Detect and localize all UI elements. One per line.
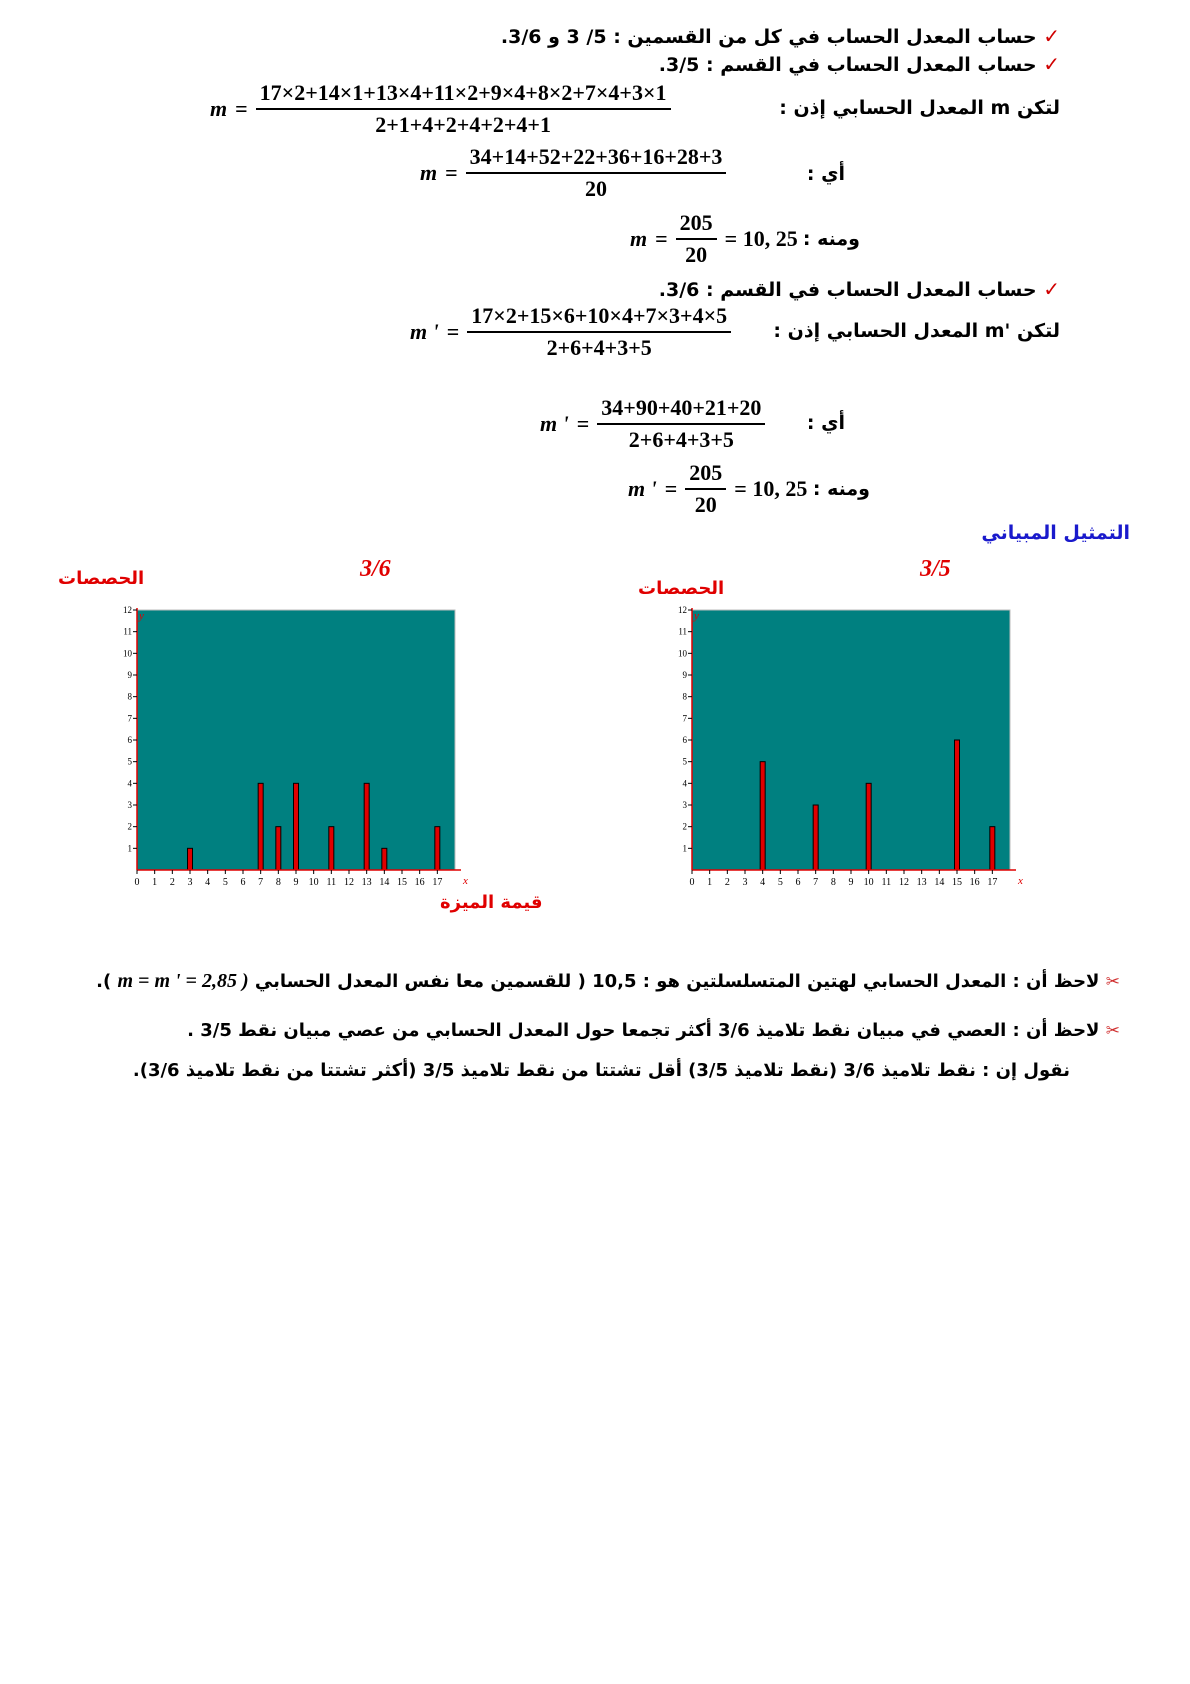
part2-equation-2	[540, 395, 765, 453]
denominator: 2+1+4+2+4+2+4+1	[375, 112, 551, 137]
bar	[760, 762, 765, 870]
x-tick-label: 3	[742, 877, 748, 885]
equals-sign: =	[445, 160, 458, 185]
denominator: 20	[685, 242, 708, 267]
y-tick-label: 5	[127, 756, 132, 767]
x-tick-label: 14	[379, 877, 390, 885]
chart-2-ylabel: الحصصات	[638, 578, 725, 599]
bar	[276, 827, 281, 870]
x-tick-label: 4	[760, 877, 766, 885]
denominator: 2+6+4+3+5	[628, 427, 734, 452]
y-tick-label: 6	[127, 735, 132, 745]
y-tick-label: 9	[127, 670, 132, 680]
note-2	[187, 1020, 1120, 1041]
bar	[813, 805, 818, 870]
section-title: التمثيل المبياني	[981, 522, 1130, 544]
denominator: 20	[585, 176, 608, 201]
var-m: m	[630, 226, 648, 251]
var-m: m	[210, 96, 228, 121]
x-tick-label: 9	[293, 877, 299, 885]
x-tick-label: 11	[326, 877, 337, 885]
chart-2-bar-chart	[670, 605, 1060, 885]
part2-intro: لتكن 'm المعدل الحسابي إذن :	[773, 320, 1060, 342]
bar	[364, 783, 369, 870]
bar	[188, 848, 193, 870]
x-tick-label: 17	[432, 877, 443, 885]
x-tick-label: 3	[187, 877, 193, 885]
x-tick-label: 15	[952, 877, 962, 885]
y-tick-label: 1	[682, 843, 687, 854]
scissors-icon: ✂	[1105, 1021, 1120, 1041]
x-tick-label: 0	[689, 877, 695, 885]
note-2-text: لاحظ أن : العصي في مبيان نقط تلاميذ 3/6 أكثر تجمعا حول المعدل الحسابي من عصي مبيان نقط 3/5 .	[187, 1020, 1100, 1041]
x-tick-label: 4	[205, 877, 211, 885]
x-tick-label: 14	[934, 877, 945, 885]
numerator: 34+90+40+21+20	[597, 395, 765, 425]
chart-1-ylabel: الحصصات	[58, 568, 145, 589]
note-1-text: لاحظ أن : المعدل الحسابي لهتين المتسلسلتين هو : 10,5 ( للقسمين معا نفس المعدل الحسابي	[254, 971, 1100, 992]
x-tick-label: 13	[361, 877, 372, 885]
equals-sign: =	[664, 476, 678, 501]
note-3: نقول إن : نقط تلاميذ 3/6 (نقط تلاميذ 3/5) أقل تشتتا من نقط تلاميذ 3/5 (أكثر تشتتا من نقط تلاميذ 3/6).	[132, 1060, 1070, 1081]
y-tick-label: 2	[682, 821, 687, 832]
x-tick-label: 15	[397, 877, 407, 885]
chart-1-bar-chart	[115, 605, 505, 885]
check-icon: ✓	[1043, 277, 1060, 301]
part1-equation-3	[630, 210, 798, 268]
y-tick-label: 11	[123, 626, 132, 637]
y-axis-letter: y	[139, 610, 144, 622]
bullet-line-1-text: حساب المعدل الحساب في كل من القسمين : 5/ 3 و 3/6.	[500, 26, 1037, 48]
y-tick-label: 4	[682, 778, 687, 789]
bullet-line-2-text: حساب المعدل الحساب في القسم : 3/5.	[658, 54, 1037, 76]
x-tick-label: 10	[863, 877, 874, 885]
y-tick-label: 2	[127, 821, 132, 832]
y-tick-label: 10	[123, 648, 132, 659]
bar	[258, 783, 263, 870]
equals-sign: =	[576, 411, 590, 436]
x-tick-label: 2	[724, 877, 730, 885]
part2-heading-text: حساب المعدل الحساب في القسم : 3/6.	[658, 279, 1037, 301]
x-tick-label: 13	[916, 877, 927, 885]
chart-2-title: 3/5	[920, 556, 951, 582]
y-tick-label: 12	[678, 605, 687, 615]
plot-area	[692, 610, 1010, 870]
part2-minho: ومنه :	[812, 478, 870, 500]
result-value: = 10, 25	[734, 476, 808, 501]
x-tick-label: 7	[258, 877, 264, 885]
bar	[990, 827, 995, 870]
x-tick-label: 2	[169, 877, 175, 885]
x-tick-label: 12	[344, 877, 354, 885]
x-tick-label: 12	[899, 877, 909, 885]
bar	[955, 740, 960, 870]
y-tick-label: 7	[682, 713, 687, 724]
x-tick-label: 16	[414, 877, 425, 885]
fraction	[467, 303, 731, 361]
numerator: 205	[676, 210, 717, 240]
y-tick-label: 12	[123, 605, 132, 615]
equals-sign: =	[235, 96, 248, 121]
y-tick-label: 5	[682, 756, 687, 767]
numerator: 34+14+52+22+36+16+28+3	[466, 144, 727, 174]
part1-equation-2	[420, 144, 726, 202]
x-tick-label: 8	[275, 877, 281, 885]
var-m-prime: m '	[410, 319, 439, 344]
var-m-prime: m '	[540, 411, 569, 436]
numerator: 205	[685, 460, 726, 490]
equals-sign: =	[655, 226, 668, 251]
fraction	[685, 460, 726, 518]
x-tick-label: 11	[881, 877, 892, 885]
chart-1-title: 3/6	[360, 556, 391, 582]
part1-equation-1	[210, 80, 671, 138]
x-tick-label: 5	[222, 877, 228, 885]
x-tick-label: 8	[830, 877, 836, 885]
x-tick-label: 7	[813, 877, 819, 885]
part1-minho: ومنه :	[802, 228, 860, 250]
denominator: 20	[694, 492, 717, 517]
part1-intro: لتكن m المعدل الحسابي إذن :	[779, 97, 1060, 119]
equals-sign: =	[446, 319, 460, 344]
part2-ay: أي :	[806, 412, 845, 434]
x-tick-label: 9	[848, 877, 854, 885]
y-tick-label: 3	[682, 800, 687, 810]
y-tick-label: 1	[127, 843, 132, 854]
note-1-end: ).	[96, 971, 112, 992]
numerator: 17×2+15×6+10×4+7×3+4×5	[467, 303, 731, 333]
result-value: = 10, 25	[724, 226, 798, 251]
x-tick-label: 0	[134, 877, 140, 885]
y-axis-letter: y	[694, 610, 699, 622]
check-icon: ✓	[1043, 24, 1060, 48]
denominator: 2+6+4+3+5	[546, 335, 652, 360]
x-tick-label: 6	[240, 877, 246, 885]
bar	[866, 783, 871, 870]
chart-1-xlabel: قيمة الميزة	[440, 892, 543, 913]
y-tick-label: 6	[682, 735, 687, 745]
y-tick-label: 10	[678, 648, 687, 659]
part2-equation-1	[410, 303, 731, 361]
bullet-line-2	[659, 52, 1060, 76]
note-1-math: ( m = m ' = 2,85	[117, 970, 249, 992]
scissors-icon: ✂	[1105, 972, 1120, 992]
y-tick-label: 7	[127, 713, 132, 724]
fraction	[676, 210, 717, 268]
var-m: m	[420, 160, 438, 185]
part2-heading	[659, 277, 1060, 301]
note-1	[96, 970, 1120, 993]
x-tick-label: 1	[152, 877, 158, 885]
y-tick-label: 11	[678, 626, 687, 637]
x-tick-label: 10	[308, 877, 319, 885]
bar	[329, 827, 334, 870]
bar	[382, 848, 387, 870]
y-tick-label: 8	[127, 691, 132, 702]
bullet-line-1	[501, 24, 1060, 48]
x-tick-label: 5	[777, 877, 783, 885]
x-tick-label: 17	[987, 877, 998, 885]
fraction	[597, 395, 765, 453]
y-tick-label: 3	[127, 800, 132, 810]
x-tick-label: 1	[707, 877, 713, 885]
bar	[294, 783, 299, 870]
y-tick-label: 4	[127, 778, 132, 789]
x-tick-label: 16	[969, 877, 980, 885]
part2-equation-3	[628, 460, 807, 518]
part1-ay: أي :	[806, 163, 845, 185]
fraction	[466, 144, 727, 202]
check-icon: ✓	[1043, 52, 1060, 76]
x-tick-label: 6	[795, 877, 801, 885]
y-tick-label: 8	[682, 691, 687, 702]
x-axis-letter: x	[463, 875, 468, 885]
bar	[435, 827, 440, 870]
x-axis-letter: x	[1018, 875, 1023, 885]
numerator: 17×2+14×1+13×4+11×2+9×4+8×2+7×4+3×1	[256, 80, 671, 110]
y-tick-label: 9	[682, 670, 687, 680]
fraction	[256, 80, 671, 138]
var-m-prime: m '	[628, 476, 657, 501]
